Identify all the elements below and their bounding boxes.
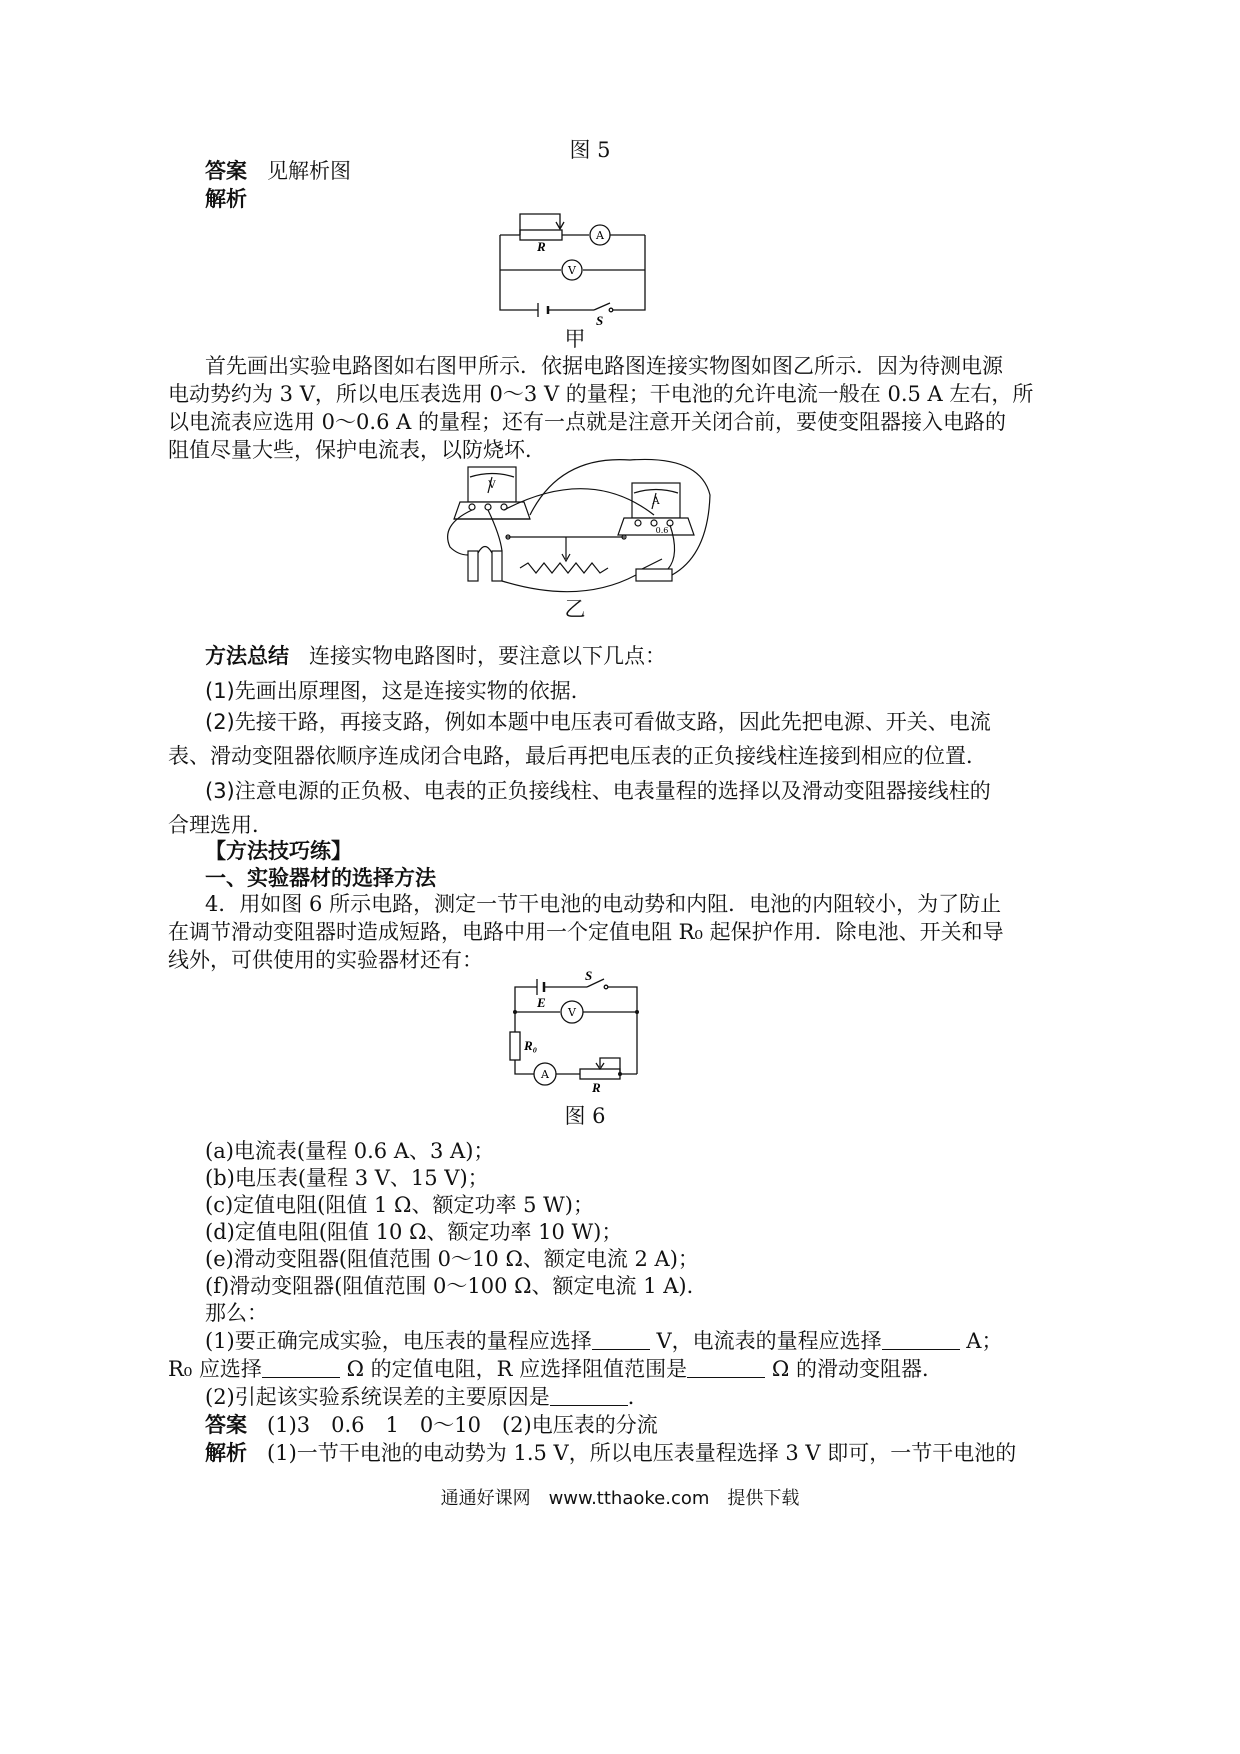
question-4-line-3: 线外，可供使用的实验器材还有： (168, 948, 483, 972)
battery-cell-2 (492, 551, 502, 581)
section-title: 【方法技巧练】 (205, 839, 352, 863)
ammeter-symbol-label: A (596, 229, 604, 242)
method-summary-line (205, 641, 666, 671)
blank-error-reason[interactable] (550, 1385, 628, 1406)
physical-circuit-diagram-yi (440, 455, 710, 615)
page-footer: 通通好课网 www.tthaoke.com 提供下载 (440, 1488, 800, 1509)
paragraph-1-line-4: 阻值尽量大些，保护电流表，以防烧坏． (168, 438, 546, 462)
method-summary-label: 方法总结 (205, 644, 289, 668)
sub1-text-d: R₀ 应选择 (168, 1357, 262, 1381)
subsection-title: 一、实验器材的选择方法 (205, 866, 436, 890)
battery-cell-1 (468, 551, 478, 581)
paragraph-1-line-3: 以电流表应选用 0～0.6 A 的量程；还有一点就是注意开关闭合前，要使变阻器接入电路的 (168, 410, 1006, 434)
switch-label-s-fig6: S (585, 968, 593, 983)
analysis-2-label: 解析 (205, 1441, 247, 1465)
circuit-jia-caption: 甲 (564, 327, 586, 351)
answer-1 (205, 156, 351, 186)
circuit-diagram-fig6 (512, 968, 642, 1095)
ammeter-face-label: A (652, 496, 660, 507)
method-summary-item-2-line-1: (2)先接干路，再接支路，例如本题中电压表可看做支路，因此先把电源、开关、电流 (205, 710, 991, 734)
analysis-2-text: (1)一节干电池的电动势为 1.5 V，所以电压表量程选择 3 V 即可，一节干电池的 (267, 1441, 1017, 1465)
equipment-b: (b)电压表(量程 3 V、15 V)； (205, 1166, 489, 1190)
resistor-label-r0: R₀ (524, 1038, 538, 1053)
voltmeter-face-label: V (488, 480, 496, 491)
physical-diagram-caption: 乙 (564, 597, 586, 621)
answer-text: 见解析图 (267, 159, 352, 183)
sub1-text-f: Ω 的滑动变阻器． (771, 1357, 943, 1381)
method-summary-item-3-line-2: 合理选用． (168, 813, 273, 837)
then-text: 那么： (205, 1301, 268, 1325)
method-summary-item-3-line-1: (3)注意电源的正负极、电表的正负接线柱、电表量程的选择以及滑动变阻器接线柱的 (205, 779, 991, 803)
paragraph-1-line-1: 首先画出实验电路图如右图甲所示．依据电路图连接实物图如图乙所示．因为待测电源 (205, 354, 1003, 378)
question-4-line-2: 在调节滑动变阻器时造成短路，电路中用一个定值电阻 R₀ 起保护作用．除电池、开关和导 (168, 920, 1004, 944)
rheostat-label-r-fig6: R (592, 1080, 601, 1095)
answer-label: 答案 (205, 159, 247, 183)
equipment-c: (c)定值电阻(阻值 1 Ω、额定功率 5 W)； (205, 1193, 594, 1217)
question-4-line-1: 4．用如图 6 所示电路，测定一节干电池的电动势和内阻．电池的内阻较小，为了防止 (205, 892, 1002, 916)
rheostat-coil (520, 563, 608, 573)
method-summary-item-2-line-2: 表、滑动变阻器依顺序连成闭合电路，最后再把电压表的正负接线柱连接到相应的位置． (168, 744, 987, 768)
blank-r0-value[interactable] (262, 1357, 340, 1378)
equipment-f: (f)滑动变阻器(阻值范围 0～100 Ω、额定电流 1 A)． (205, 1274, 708, 1298)
analysis-1-label: 解析 (205, 187, 247, 211)
figure-6-caption: 图 6 (564, 1104, 606, 1128)
answer-2 (205, 1410, 658, 1440)
sub1-text-a: (1)要正确完成实验，电压表的量程应选择 (205, 1329, 592, 1353)
switch-device (636, 569, 672, 581)
ammeter-label-fig6: A (541, 1068, 549, 1081)
sub2-text-a: (2)引起该实验系统误差的主要原因是 (205, 1385, 550, 1409)
answer-2-label: 答案 (205, 1413, 247, 1437)
figure-5-caption: 图 5 (569, 138, 611, 162)
blank-voltmeter-range[interactable] (592, 1329, 650, 1350)
method-summary-item-1: (1)先画出原理图，这是连接实物的依据． (205, 679, 592, 703)
voltmeter-device (454, 467, 530, 519)
analysis-2 (205, 1438, 1016, 1468)
circuit-diagram-jia (500, 205, 650, 328)
equipment-d: (d)定值电阻(阻值 10 Ω、额定功率 10 W)； (205, 1220, 623, 1244)
switch-label-s: S (596, 313, 604, 328)
equipment-e: (e)滑动变阻器(阻值范围 0～10 Ω、额定电流 2 A)； (205, 1247, 699, 1271)
sub-question-1-line-1 (205, 1326, 1002, 1356)
blank-r-range[interactable] (687, 1357, 765, 1378)
paragraph-1-line-2: 电动势约为 3 V，所以电压表选用 0～3 V 的量程；干电池的允许电流一般在 0.5 A 左右，所 (168, 382, 1034, 406)
sub1-text-e: Ω 的定值电阻，R 应选择阻值范围是 (346, 1357, 688, 1381)
sub1-text-c: A； (966, 1329, 1003, 1353)
sub1-text-b: V，电流表的量程应选择 (656, 1329, 882, 1353)
sub-question-1-line-2 (168, 1354, 943, 1384)
method-summary-intro: 连接实物电路图时，要注意以下几点： (309, 644, 667, 668)
sub-question-2 (205, 1382, 649, 1412)
ammeter-range-label: 0.6 (655, 526, 669, 535)
equipment-a: (a)电流表(量程 0.6 A、3 A)； (205, 1139, 495, 1163)
voltmeter-label-fig6: V (568, 1006, 576, 1019)
resistor-label-r: R (537, 239, 546, 254)
blank-ammeter-range[interactable] (882, 1329, 960, 1350)
sub2-text-b: ． (627, 1385, 649, 1409)
answer-2-text: (1)3 0.6 1 0～10 (2)电压表的分流 (267, 1413, 658, 1437)
battery-label-e: E (537, 995, 546, 1010)
voltmeter-symbol-label: V (568, 264, 576, 277)
